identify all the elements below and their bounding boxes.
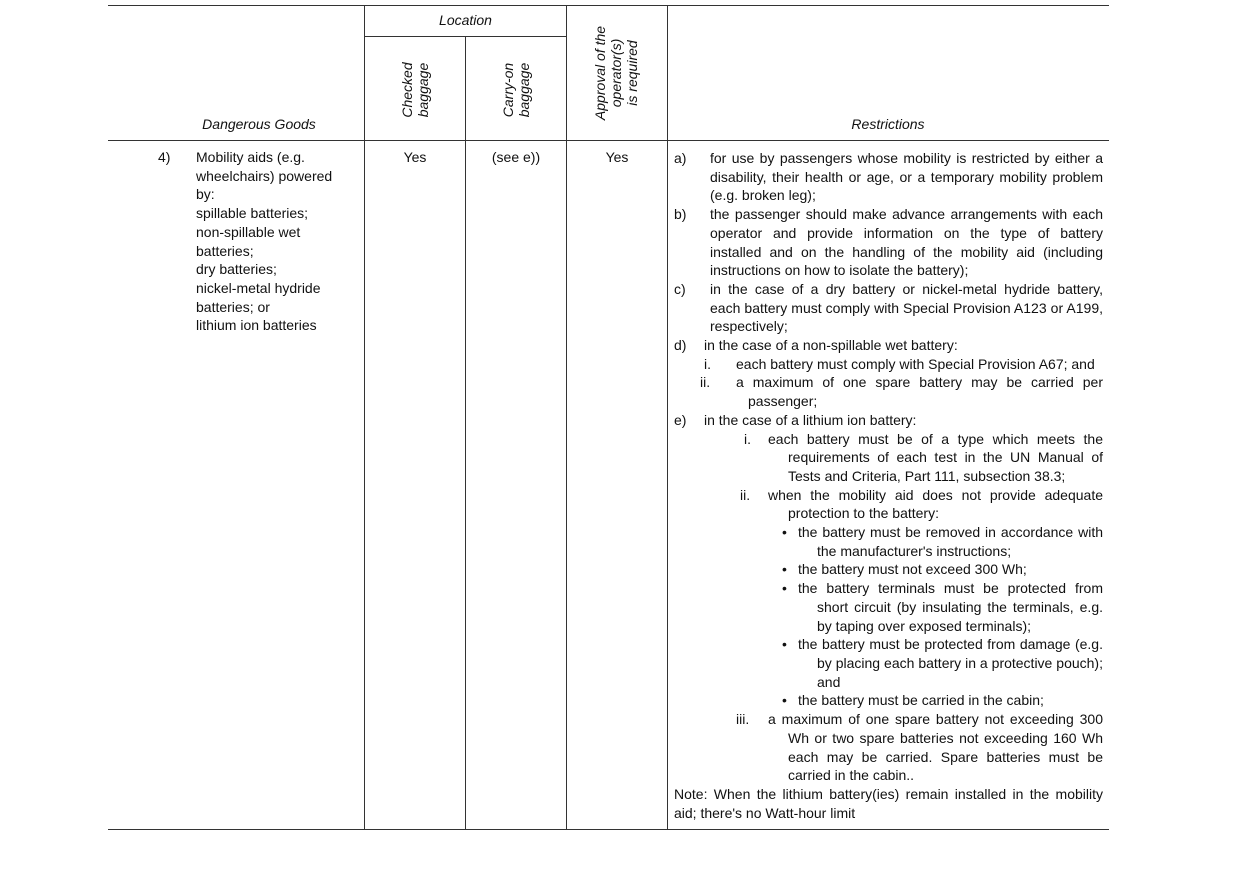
- item-text: a maximum of one spare battery not exceeding 300 Wh or two spare batteries not exceeding 160 Wh each may be carried. Spare batteries must be carried in the cabin..: [768, 711, 1103, 784]
- item-text: when the mobility aid does not provide adequate protection to the battery:: [768, 486, 1103, 522]
- item-text: each battery must be of a type which meets the requirements of each test in the UN Manual of Tests and Criteria, Part 111, subsection 38.3;: [768, 430, 1103, 484]
- col-divider-3: [566, 5, 567, 830]
- restrictions-header: Restrictions: [851, 116, 925, 132]
- item-text: the passenger should make advance arrangements with each operator and provide information on the type of battery installed and on the handling of the mobility aid (including instructions on how to isolate the battery);: [710, 206, 1103, 279]
- bullet-icon: •: [782, 524, 787, 541]
- restriction-d: [674, 336, 1103, 355]
- item-text: the battery must not exceed 300 Wh;: [798, 561, 1027, 578]
- carry-on-baggage-value: (see e)): [491, 149, 541, 165]
- item-marker: iii.: [736, 711, 750, 728]
- table-top-rule: [108, 5, 1109, 6]
- row-number: 4): [158, 149, 171, 165]
- bullet-item: [674, 635, 1103, 691]
- restriction-c: [674, 280, 1103, 336]
- bullet-item: [674, 579, 1103, 635]
- item-marker: i.: [744, 430, 751, 447]
- item-text: in the case of a non-spillable wet battery:: [704, 337, 958, 354]
- item-marker: c): [674, 280, 686, 297]
- bullet-icon: •: [782, 692, 787, 709]
- item-marker: e): [674, 411, 687, 428]
- restriction-b: [674, 205, 1103, 280]
- goods-line: wheelchairs) powered: [196, 167, 333, 184]
- bullet-item: [674, 523, 1103, 560]
- restrictions-text: [674, 149, 1103, 822]
- bullet-icon: •: [782, 561, 787, 578]
- goods-line: dry batteries;: [196, 261, 277, 278]
- approval-header: Approval of the operator(s) is required: [592, 25, 640, 121]
- restriction-d-i: [674, 355, 1103, 374]
- goods-line: by:: [196, 186, 215, 203]
- item-text: in the case of a lithium ion battery:: [704, 411, 917, 428]
- item-text: the battery must be removed in accordance with the manufacturer's instructions;: [798, 524, 1103, 559]
- restriction-e-iii: [674, 710, 1103, 785]
- item-text: the battery must be protected from damage (e.g. by placing each battery in a protective pouch); and: [798, 636, 1103, 690]
- goods-line: nickel-metal hydride: [196, 279, 321, 296]
- restriction-e: [674, 411, 1103, 430]
- bullet-icon: •: [782, 580, 787, 597]
- item-marker: d): [674, 337, 687, 354]
- restriction-d-ii: [674, 373, 1103, 410]
- dangerous-goods-table: [108, 0, 1108, 869]
- restriction-note: Note: When the lithium battery(ies) remain installed in the mobility aid; there's no Watt-hour limit: [674, 785, 1103, 821]
- checked-baggage-header: Checked baggage: [399, 62, 431, 118]
- restriction-e-ii: [674, 486, 1103, 523]
- location-header: Location: [439, 12, 492, 28]
- item-marker: ii.: [740, 486, 751, 503]
- dangerous-goods-description: [196, 148, 358, 335]
- item-marker: i.: [704, 355, 711, 372]
- item-text: each battery must comply with Special Provision A67; and: [736, 355, 1095, 372]
- table-bottom-rule: [108, 829, 1109, 830]
- dangerous-goods-header: Dangerous Goods: [202, 116, 316, 132]
- goods-line: Mobility aids (e.g.: [196, 149, 305, 165]
- item-marker: ii.: [700, 374, 711, 391]
- checked-baggage-value: Yes: [403, 149, 427, 165]
- goods-line: spillable batteries;: [196, 205, 309, 222]
- bullet-icon: •: [782, 636, 787, 653]
- bullet-item: [674, 560, 1103, 579]
- item-text: for use by passengers whose mobility is restricted by either a disability, their health or age, or a temporary mobility problem (e.g. broken leg);: [710, 150, 1103, 204]
- item-marker: b): [674, 206, 687, 223]
- goods-line: batteries;: [196, 242, 254, 259]
- goods-line: batteries; or: [196, 298, 270, 315]
- item-text: the battery terminals must be protected from short circuit (by insulating the terminals, e.g. by taping over exposed terminals);: [798, 580, 1103, 634]
- item-text: in the case of a dry battery or nickel-metal hydride battery, each battery must comply with Special Provision A123 or A199, respectively;: [710, 280, 1103, 335]
- bullet-item: [674, 691, 1103, 710]
- goods-line: non-spillable wet: [196, 223, 301, 240]
- item-text: a maximum of one spare battery may be carried per passenger;: [736, 374, 1103, 410]
- restriction-a: [674, 149, 1103, 205]
- goods-line: lithium ion batteries: [196, 317, 317, 334]
- restriction-e-i: [674, 430, 1103, 486]
- item-marker: a): [674, 150, 687, 166]
- item-text: the battery must be carried in the cabin;: [798, 692, 1044, 709]
- header-bottom-rule: [108, 140, 1109, 141]
- carry-on-baggage-header: Carry-on baggage: [500, 62, 532, 118]
- approval-value: Yes: [605, 149, 629, 165]
